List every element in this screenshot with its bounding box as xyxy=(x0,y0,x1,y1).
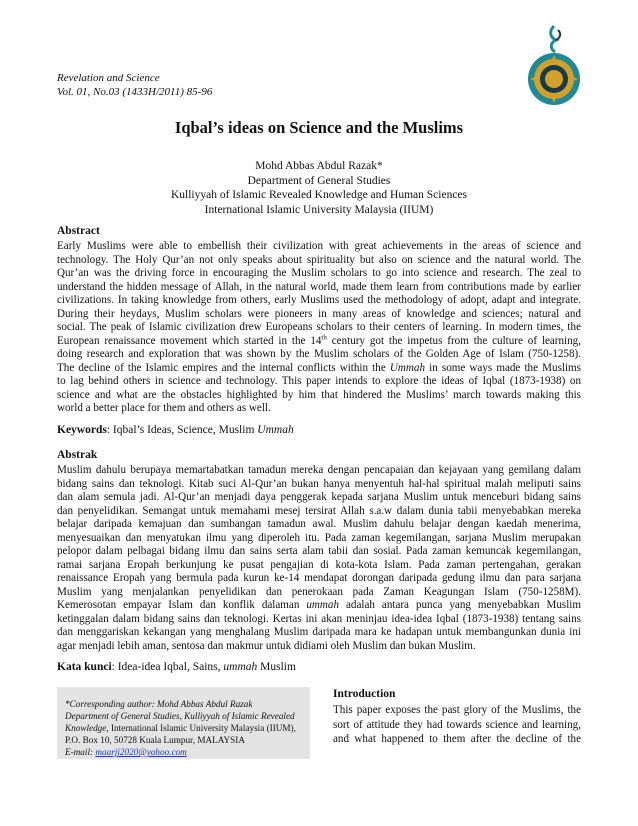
keywords-text: : Iqbal’s Ideas, Science, Muslim xyxy=(106,424,258,436)
abstrak-line: agar menjadi lebih aman, sentosa dan makmur untuk didiami oleh Muslim dan bukan Muslim. xyxy=(57,639,476,652)
abstrak-line: dan menggariskan kekangan yang menghalang Muslim daripada mara ke hadapan untuk membangunkan dunia ini xyxy=(57,626,581,638)
abstract-line: doing research and exploration that was shown by the Muslim scholars of the Golden Age of Islam (750-1258). xyxy=(57,348,581,360)
author-block xyxy=(57,159,581,217)
superscript-th: th xyxy=(321,332,327,341)
abstrak-line: bidang sains dan teknologi. Kitab suci Al-Qur’an bukan hanya menyentuh hal-hal spiritual malah meliputi sains xyxy=(57,477,581,490)
abstract-line: Qur’an was the driving force in encouraging the Muslim scholars to go into science and research. The zeal to xyxy=(57,267,581,279)
abstract-line: to lag behind others in science and technology. This paper intends to explore the ideas of Iqbal (1873-1938) on xyxy=(57,375,581,387)
abstract-line: civilizations. In taking knowledge from others, early Muslims used the methodology of adopt, adapt and integrate. xyxy=(57,294,581,306)
abstract-line: science and what are the obstacles highlighted by him that hindered the Muslims’ march towards making this xyxy=(57,388,581,401)
correspondence-line: *Corresponding author: Mohd Abbas Abdul Razak xyxy=(65,699,253,709)
correspondence-text-part: International Islamic University Malaysia (IIUM), xyxy=(108,723,296,733)
correspondence-line: Department of General Studies, Kulliyyah of Islamic Revealed xyxy=(65,711,295,721)
abstrak-line: pelopor dalam pelbagai bidang ilmu dan sains serta alam tabii dan sosial. Pada zaman kemuncak kegemilangan, xyxy=(57,545,581,557)
correspondence-text xyxy=(65,698,296,758)
paper-title: Iqbal’s ideas on Science and the Muslims xyxy=(174,118,464,137)
abstrak-line: menyesuaikan dan menyatukan ilmu yang diperoleh itu. Pada zaman kegemilangan, sarjana Muslim merupakan xyxy=(57,531,581,544)
abstract-line xyxy=(57,332,581,349)
abstract-text: The decline of the Islamic empires and the internal conflicts within the xyxy=(57,361,390,374)
abstrak-line xyxy=(57,599,581,613)
keywords xyxy=(57,424,294,436)
abstract-text: century got the impetus from the culture of learning, xyxy=(326,334,581,347)
abstrak-line: dan alam semula jadi. Al-Qur’an menjadi daya penggerak kepada sarjana Muslim untuk menceburi bidang sains xyxy=(57,491,581,503)
kata-kunci-tail: Muslim xyxy=(257,661,296,673)
author-department: Department of General Studies xyxy=(247,174,391,187)
abstrak-emphasis: ummah xyxy=(306,599,340,611)
abstract-line: Early Muslims were able to embellish their civilization with great achievements in the areas of science and xyxy=(57,240,581,252)
correspondence-line xyxy=(65,722,296,734)
email-link[interactable]: maarji2020@yahoo.com xyxy=(95,747,187,757)
author-name: Mohd Abbas Abdul Razak* xyxy=(255,160,383,172)
introduction-body xyxy=(333,703,581,747)
abstract-line: During their heydays, Muslim scholars were pioneers in many areas of knowledge and sciences; natural and xyxy=(57,307,581,320)
journal-name: Revelation and Science xyxy=(57,72,160,84)
correspondence-emphasis: Knowledge, xyxy=(65,723,109,733)
abstrak-line: ketinggalan dalam bidang sains dan teknologi. Kertas ini akan meninjau idea-idea Iqbal (1873-1938) tentang sains xyxy=(57,612,581,625)
author-kulliyyah: Kulliyyah of Islamic Revealed Knowledge and Human Sciences xyxy=(170,189,468,201)
introduction-line: sort of attitude they had towards science and learning, xyxy=(333,718,581,731)
abstract-text: European renaissance movement which started in the 14 xyxy=(57,334,322,347)
abstrak-body xyxy=(57,464,581,653)
journal-volume: Vol. 01, No.03 (1433H/2011) 85-96 xyxy=(57,85,213,98)
abstract-body xyxy=(57,240,581,416)
introduction-line: and what happened to them after the decline of the xyxy=(333,733,581,745)
correspondence-line: P.O. Box 10, 50728 Kuala Lumpur, MALAYSIA xyxy=(65,735,245,745)
journal-emblem-icon xyxy=(524,24,584,106)
abstrak-line: renaissance Eropah yang bermula pada kurun ke-14 mendapat dorongan daripada gedung ilmu dan para sarjana xyxy=(57,572,581,584)
abstract-emphasis: Ummah xyxy=(389,361,425,374)
abstract-line: technology. The Holy Qur’an not only speaks about spirituality but also on science and the natural world. The xyxy=(57,253,581,266)
introduction-heading: Introduction xyxy=(333,688,396,700)
kata-kunci-emphasis: ummah xyxy=(223,661,258,673)
abstract-heading: Abstract xyxy=(57,225,100,237)
abstrak-line: dan penyelidikan. Semangat untuk memahami mesej tersirat Allah s.a.w dalam dunia tabii menyebabkan mereka xyxy=(57,504,581,517)
abstract-line xyxy=(57,362,581,376)
abstrak-heading: Abstrak xyxy=(57,449,98,461)
keywords-label: Keywords xyxy=(57,424,107,436)
introduction-line: This paper exposes the past glory of the Muslims, the xyxy=(333,704,581,716)
abstract-line: world a better place for them and others as well. xyxy=(57,402,271,414)
author-university: International Islamic University Malaysia (IIUM) xyxy=(204,203,434,216)
abstrak-text: adalah antara punca yang menyebabkan Muslim xyxy=(339,599,581,611)
abstract-line: social. The peak of Islamic civilization drew Europeans scholars to their centers of learning. In modern times, the xyxy=(57,321,581,333)
correspondence-box xyxy=(57,687,310,759)
journal-citation xyxy=(57,72,212,99)
abstrak-line: ramai sarjana Eropah berkunjung ke pusat pengajian di kota-kota Islam. Pada zaman pertengahan, gerakan xyxy=(57,558,581,571)
abstract-line: understand the hidden message of Allah, in the natural world, made them learn from contributions made by earlier xyxy=(57,280,581,293)
abstrak-line: belajar daripada kemajuan dan sumbangan tamadun awal. Muslim dahulu belajar dengan kaedah menerima, xyxy=(57,518,581,530)
abstrak-text: Kemerosotan empayar Islam dan konflik dalaman xyxy=(57,599,307,611)
abstract-text: in some ways made the Muslims xyxy=(425,361,581,374)
keywords-emphasis: Ummah xyxy=(257,424,294,436)
kata-kunci xyxy=(57,661,296,673)
abstrak-line: Muslim dahulu berupaya memartabatkan tamadun mereka dengan pencapaian dan kejayaan yang gemilang dalam xyxy=(57,464,581,476)
kata-kunci-label: Kata kunci xyxy=(57,661,112,673)
kata-kunci-text: : Idea-idea Iqbal, Sains, xyxy=(111,661,224,673)
email-label: E-mail: xyxy=(65,747,96,757)
correspondence-email-line xyxy=(65,746,296,758)
abstrak-line: Muslim yang menjalankan penyelidikan dan penerokaan pada Zaman Keagungan Islam (750-1258M). xyxy=(57,585,581,598)
